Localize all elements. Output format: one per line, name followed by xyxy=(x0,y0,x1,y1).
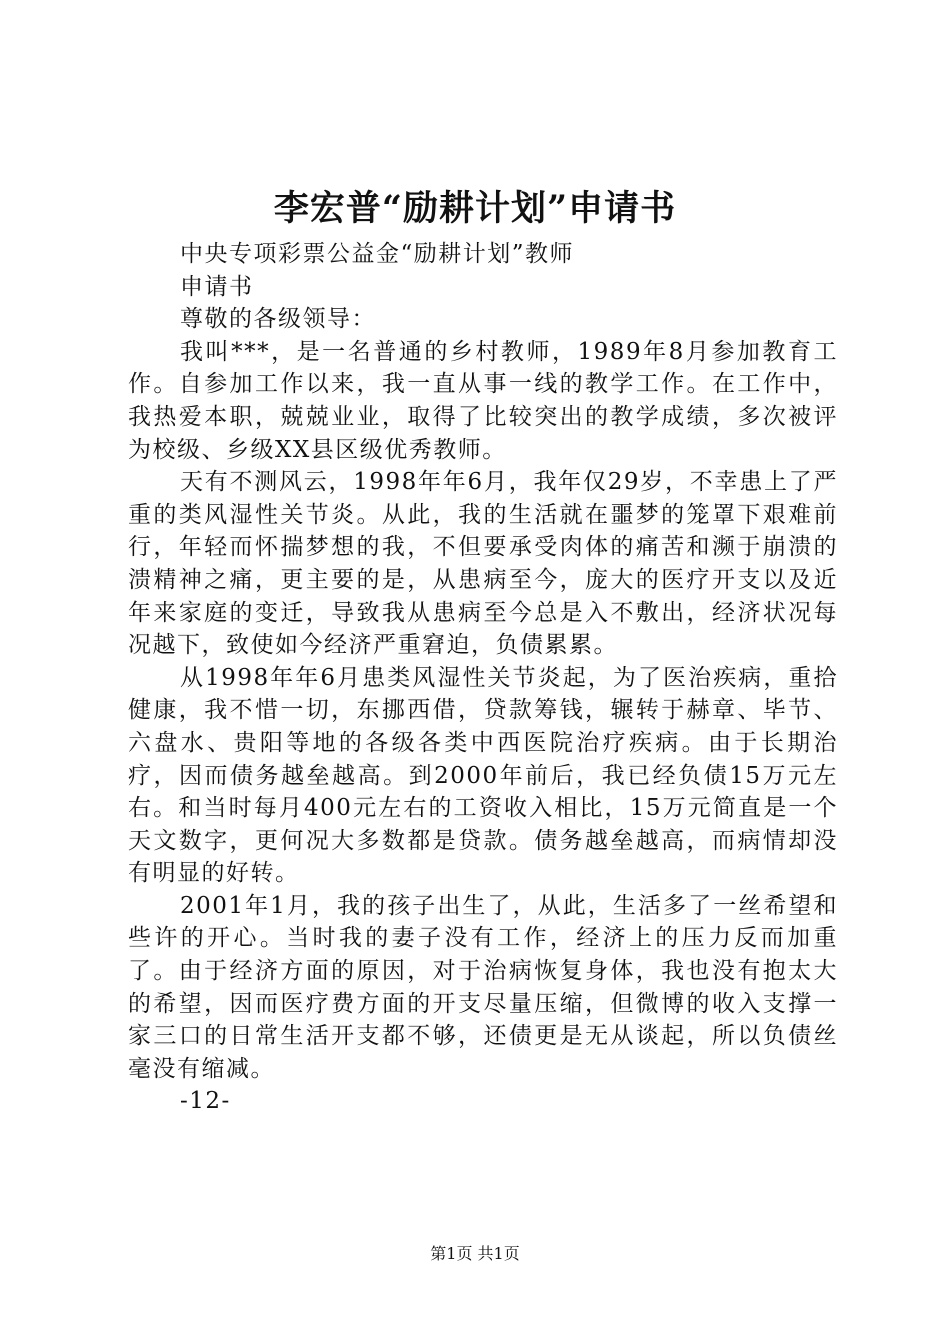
document-title: 李宏普“励耕计划”申请书 xyxy=(273,188,677,229)
salutation: 尊敬的各级领导： xyxy=(180,306,376,333)
inline-page-number: -12- xyxy=(180,1088,231,1115)
paragraph-family-hardship: 2001年1月，我的孩子出生了，从此，生活多了一丝希望和些许的开心。当时我的妻子没有工作，经济上的压力反而加重了。由于经济方面的原因，对于治病恢复身体，我也没有抱太大的希望，因而医疗费方面的开支尽量压缩，但微博的收入支撑一家三口的日常生活开支都不够，还债更是无从谈起，所以负债丝毫没有缩减。 xyxy=(128,892,838,1082)
page-footer: 第1页 共1页 xyxy=(430,1244,520,1263)
heading-line-2: 申请书 xyxy=(180,273,254,300)
paragraph-illness: 天有不测风云，1998年年6月，我年仅29岁，不幸患上了严重的类风湿性关节炎。从此，我的生活就在噩梦的笼罩下艰难前行，年轻而怀揣梦想的我，不但要承受肉体的痛苦和濒于崩溃的溃精神之痛，更主要的是，从患病至今，庞大的医疗开支以及近年来家庭的变迁，导致我从患病至今总是入不敷出，经济状况每况越下，致使如今经济严重窘迫，负债累累。 xyxy=(128,469,838,659)
heading-line-1: 中央专项彩票公益金“励耕计划”教师 xyxy=(180,241,575,267)
paragraph-treatment-debt: 从1998年年6月患类风湿性关节炎起，为了医治疾病，重拾健康，我不惜一切，东挪西借，贷款筹钱，辗转于赫章、毕节、六盘水、贵阳等地的各级各类中西医院治疗疾病。由于长期治疗，因而债务越垒越高。到2000年前后，我已经负债15万元左右。和当时每月400元左右的工资收入相比，15万元简直是一个天文数字，更何况大多数都是贷款。债务越垒越高，而病情却没有明显的好转。 xyxy=(128,664,838,887)
paragraph-introduction: 我叫***，是一名普通的乡村教师，1989年8月参加教育工作。自参加工作以来，我一直从事一线的教学工作。在工作中，我热爱本职，兢兢业业，取得了比较突出的教学成绩，多次被评为校级、乡级XX县区级优秀教师。 xyxy=(128,338,838,463)
document-body xyxy=(128,238,838,1118)
